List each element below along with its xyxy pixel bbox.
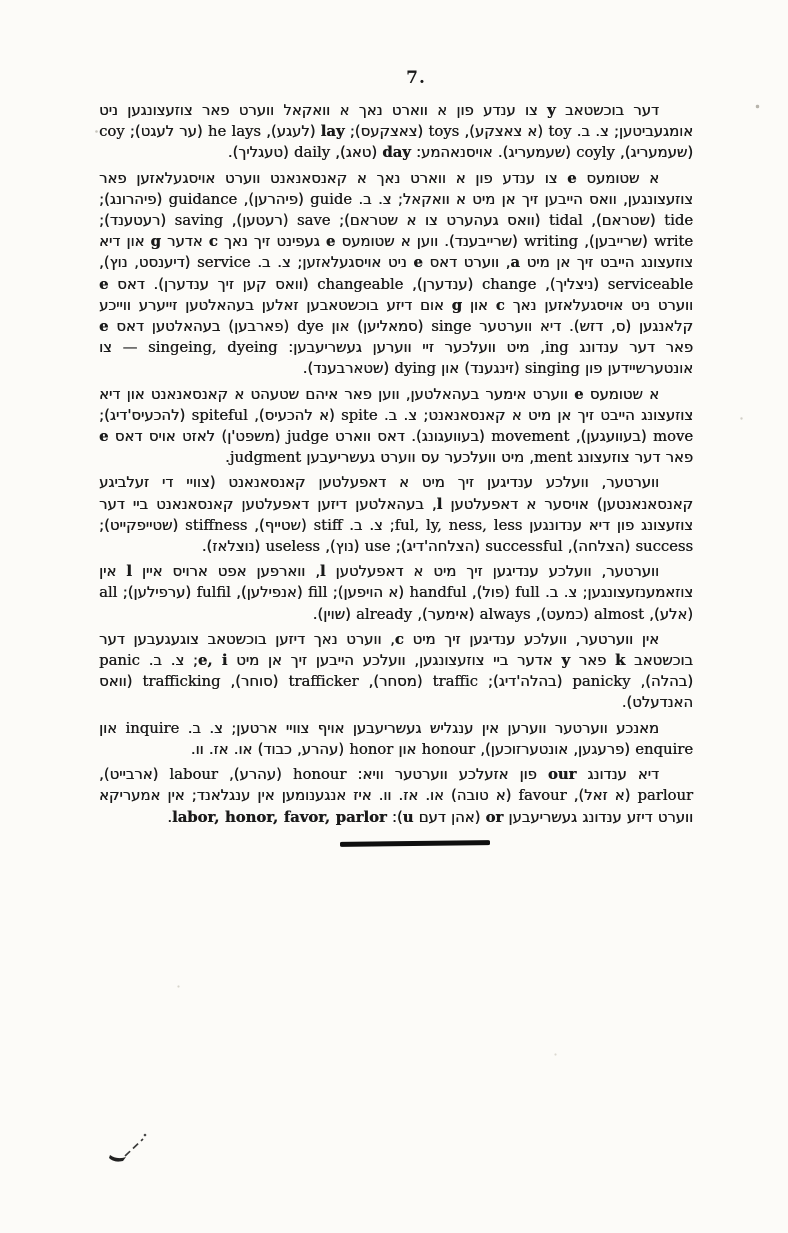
- yiddish-text-run: (סמאליען) און: [323, 318, 432, 336]
- page-number: 7.: [406, 68, 426, 88]
- paragraph-2: [99, 168, 693, 380]
- english-term: labour: [169, 766, 218, 784]
- english-term: coyly: [576, 144, 615, 162]
- yiddish-text-run: , מיט וועלכער עס ווערט געשריעבען: [301, 449, 534, 467]
- yiddish-text-run: (ניצליך),: [536, 275, 608, 293]
- yiddish-text-run: אין צוזאמענזעצונגען; צ. ב.: [99, 563, 693, 602]
- yiddish-text-run: דיא ענדונג: [576, 766, 660, 784]
- yiddish-text-run: (ער לעגט);: [124, 123, 208, 141]
- english-term: guide: [310, 190, 352, 208]
- yiddish-text-run: (א טובה) או. אז. וו. איז אנגענומען אין ענגלאנד; אין אמעריקא ווערט דיזע ענדונג געשריעבען: [99, 787, 693, 826]
- english-term: daily: [293, 144, 330, 162]
- english-term: c: [208, 233, 218, 251]
- english-term: judgment: [229, 449, 302, 467]
- english-term: change: [481, 275, 537, 293]
- english-term: labor, honor, favor, parlor: [171, 808, 387, 826]
- english-term: inquire: [125, 719, 180, 737]
- yiddish-text-run: , מיט וועלכער זיי ווערען געשריעבען:: [277, 339, 545, 357]
- yiddish-text-run: געפינט זיך נאך: [217, 233, 326, 251]
- yiddish-text-run: (הצלחה'דיג);: [390, 538, 486, 556]
- yiddish-text-run: (וואס געהערט צו א שטראם);: [330, 212, 549, 230]
- yiddish-text-run: (טעגליך).: [227, 144, 294, 162]
- english-term: e: [325, 233, 336, 251]
- english-term: k: [615, 652, 626, 670]
- yiddish-text-run: צו ענדע פון א ווארט נאך א קאנסאנאנט ווערט אויסגעלאזען פאר צוזעצונגען, וואס הייבען זיך אן מיט א וואקאל; צ. ב.: [99, 169, 693, 208]
- scan-speckles: [0, 0, 1, 1]
- english-term: y: [561, 652, 570, 670]
- english-term: g: [150, 233, 161, 251]
- english-term: service: [197, 254, 251, 272]
- yiddish-text-run: ווערטער, וועלכע ענדיגען זיך מיט א דאפעלטען קאנסאנאנט (צוויי די זעלביגע קאנסאנאנטען) אויסער א דאפעלטען: [99, 474, 693, 513]
- english-term: successful: [485, 538, 563, 556]
- yiddish-text-run: (א צאצקע),: [459, 123, 549, 141]
- english-term: day: [382, 144, 411, 162]
- yiddish-text-run: (אנפילען),: [230, 584, 308, 602]
- yiddish-text-run: (כמעט),: [530, 605, 594, 623]
- english-term: dying: [394, 360, 436, 378]
- english-term: c: [495, 296, 505, 314]
- yiddish-text-run: אום דיזע בוכשטאבען זאלען בעהאלטען זייערע ווייכע קלאנגען (ס, דזש). דיא ווערטער: [99, 296, 693, 336]
- yiddish-text-run: (שטייף),: [247, 516, 314, 534]
- english-term: fill: [307, 584, 328, 602]
- ink-smudge-mark: [103, 1122, 157, 1168]
- yiddish-text-run: (צאצקעס);: [344, 123, 429, 141]
- yiddish-text-run: (בעוועגען),: [569, 428, 653, 446]
- english-term: l: [319, 563, 326, 581]
- yiddish-text-run: פון אזעלכע ווערטער וויא:: [346, 766, 548, 784]
- english-term: e: [99, 428, 109, 446]
- yiddish-text-run: צו ענדע פון א ווארט נאך א וואקאל ווערט פאר צוזעצונגען ניט אומגעביטען; צ. ב.: [99, 102, 693, 141]
- english-term: y: [547, 102, 556, 119]
- english-term: e: [574, 385, 584, 403]
- english-term: a: [510, 254, 520, 272]
- english-term: success: [635, 538, 693, 556]
- english-term: ing: [544, 339, 569, 357]
- yiddish-text-run: (זינגענד) און: [435, 360, 525, 378]
- yiddish-text-run: (להכעיס'דיג);: [99, 406, 192, 424]
- english-term: already: [355, 605, 412, 623]
- english-term: serviceable: [607, 275, 693, 293]
- english-term: panicky: [572, 673, 631, 691]
- text-block: [99, 100, 693, 828]
- english-term: honor: [349, 740, 394, 758]
- yiddish-text-run: און: [99, 719, 126, 737]
- english-term: full: [515, 584, 540, 602]
- yiddish-text-run: פאר: [569, 652, 616, 670]
- yiddish-text-run: (נוצלאז).: [201, 538, 266, 556]
- yiddish-text-run: אדער ביי צוזעצונגען, וועלכע הייבען זיך אן מיט: [227, 652, 562, 670]
- yiddish-text-run: פאר דער צוזעצונג: [572, 449, 693, 467]
- english-term: writing: [523, 233, 578, 251]
- english-term: toy: [548, 123, 572, 141]
- yiddish-text-run: .: [225, 449, 230, 467]
- english-term: e: [99, 318, 109, 336]
- yiddish-text-run: (פול),: [466, 584, 516, 602]
- english-term: enquire: [635, 740, 693, 758]
- yiddish-text-run: (וואס קען זיך ענדערן). דאס: [108, 275, 318, 293]
- yiddish-text-run: (שעמעריג). אויסנאהמע:: [410, 144, 577, 162]
- yiddish-text-run: (עהרע),: [217, 766, 293, 784]
- yiddish-text-run: (בעוועגונג). דאס ווארט: [328, 428, 492, 446]
- english-term: or: [485, 808, 504, 826]
- yiddish-text-run: (ארבייט),: [99, 766, 170, 784]
- yiddish-text-run: (ענדערן),: [403, 275, 482, 293]
- english-term: coy: [99, 123, 125, 141]
- yiddish-text-run: (נוץ),: [319, 538, 365, 556]
- yiddish-text-run: (משפט'ן) לאזט אויס דאס: [108, 428, 287, 446]
- yiddish-text-run: (שטייפקייט);: [99, 516, 186, 534]
- yiddish-text-run: (שעמעריג),: [614, 144, 693, 162]
- yiddish-text-run: (אהן דעם: [413, 808, 486, 826]
- english-term: write: [653, 233, 694, 251]
- english-term: trafficker: [288, 673, 359, 691]
- english-term: move: [652, 428, 693, 446]
- yiddish-text-run: (שטארבענד).: [302, 360, 395, 378]
- yiddish-text-run: פאר דער ענדונג: [568, 339, 693, 357]
- yiddish-text-run: (רעטענד);: [99, 212, 175, 230]
- english-term: singing: [524, 360, 580, 378]
- english-term: honour: [421, 740, 475, 758]
- yiddish-text-run: ):: [386, 808, 403, 826]
- yiddish-text-run: (פארבען) בעהאלטען דאס: [108, 318, 297, 336]
- yiddish-text-run: (רעטען),: [223, 212, 297, 230]
- yiddish-text-run: (שרייבען),: [577, 233, 654, 251]
- english-term: changeable: [317, 275, 404, 293]
- english-term: useless: [265, 538, 320, 556]
- english-term: e: [567, 169, 577, 187]
- paragraph-4: [99, 472, 693, 557]
- english-term: handful: [409, 584, 467, 602]
- english-term: saving: [174, 212, 224, 230]
- yiddish-text-run: ווערטער, וועלכע ענדיגען זיך מיט א דאפעלטען: [325, 563, 659, 581]
- yiddish-text-run: ; צ. ב.: [139, 652, 198, 670]
- english-term: guidance: [168, 190, 238, 208]
- english-term: ment: [533, 449, 573, 467]
- english-term: fulfil: [196, 584, 231, 602]
- yiddish-text-run: (שטראם),: [582, 212, 665, 230]
- english-term: our: [547, 766, 577, 784]
- yiddish-text-run: (מסחר),: [358, 673, 433, 691]
- english-term: stiff: [313, 516, 343, 534]
- yiddish-text-run: (וואס האנדעלט).: [99, 673, 693, 712]
- english-term: stiffness: [185, 516, 248, 534]
- english-term: dye: [296, 318, 324, 336]
- yiddish-text-run: אין ווערטער, וועלכע ענדיגען זיך מיט: [403, 630, 659, 648]
- english-term: e: [413, 254, 423, 272]
- yiddish-text-run: מאנכע ווערטער ווערען אין ענגליש געשריעבען אויף צוויי ארטען; צ. ב.: [179, 719, 659, 737]
- yiddish-text-run: (לעגע),: [260, 123, 321, 141]
- english-term: e: [99, 275, 109, 293]
- english-term: singeing, dyeing: [147, 339, 278, 357]
- yiddish-text-run: ווערט ניט אויסגעלאזען נאך: [504, 296, 693, 314]
- yiddish-text-run: — צו אונטערשיידען פון: [99, 339, 693, 378]
- english-term: l: [126, 563, 132, 581]
- yiddish-text-run: (דיענסט, נוץ),: [99, 254, 197, 272]
- yiddish-text-run: ניט אויסגעלאזען; צ. ב.: [250, 254, 414, 272]
- paragraph-5: [99, 561, 693, 625]
- yiddish-text-run: און: [393, 740, 422, 758]
- yiddish-text-run: (ערפילען);: [117, 584, 197, 602]
- paragraph-6: [99, 629, 693, 714]
- english-term: movement: [491, 428, 570, 446]
- paragraph-7: [99, 718, 693, 760]
- english-term: g: [451, 296, 462, 314]
- yiddish-text-run: (הצלחה),: [562, 538, 636, 556]
- yiddish-text-run: (א זאל),: [566, 787, 638, 805]
- english-term: l: [436, 495, 443, 513]
- english-term: spite: [340, 406, 378, 424]
- yiddish-text-run: (א הויפען);: [327, 584, 410, 602]
- yiddish-text-run: (פרעגען, אונטערזוכען),: [475, 740, 636, 758]
- yiddish-text-run: אדער: [160, 233, 209, 251]
- english-term: toys: [428, 123, 460, 141]
- yiddish-text-run: ווערט אימער בעהאלטען, ווען פאר איהם שטעהט א קאנסאנאנט און דיא צוזעצונג הייבט זיך אן מיט א קאנסאנאנט; צ. ב.: [99, 385, 693, 424]
- yiddish-text-run: א שטומעס: [576, 169, 659, 187]
- yiddish-text-run: .: [167, 808, 172, 826]
- english-term: judge: [286, 428, 329, 446]
- english-term: singe: [431, 318, 472, 336]
- english-term: panic: [99, 652, 140, 670]
- english-term: e, i: [197, 652, 228, 670]
- yiddish-text-run: (טאג),: [329, 144, 383, 162]
- english-term: ful, ly, ness, less: [394, 516, 523, 534]
- yiddish-text-run: (פיהרען),: [237, 190, 310, 208]
- yiddish-text-run: (שרייבענד). ווען א שטומעס: [335, 233, 524, 251]
- yiddish-text-run: (בהלה),: [630, 673, 693, 691]
- yiddish-text-run: און דיא צוזעצונג הייבט זיך אן מיט: [99, 233, 693, 272]
- yiddish-text-run: און: [462, 296, 496, 314]
- english-term: honour: [292, 766, 347, 784]
- yiddish-text-run: (סוחר),: [220, 673, 289, 691]
- paragraph-8: [99, 764, 693, 828]
- yiddish-text-run: דער בוכשטאב: [555, 102, 659, 119]
- english-term: parlour: [637, 787, 693, 805]
- yiddish-text-run: , ווערט נאך דיזען בוכשטאב צוגעגעבען דער בוכשטאב: [99, 630, 693, 670]
- english-term: he lays: [207, 123, 261, 141]
- english-term: always: [479, 605, 531, 623]
- yiddish-text-run: א שטומעס: [583, 385, 659, 403]
- english-term: use: [364, 538, 391, 556]
- english-term: tide: [664, 212, 693, 230]
- paragraph-3: [99, 384, 693, 469]
- yiddish-text-run: (עהרע, כבוד) או. אז. וו.: [190, 740, 350, 758]
- english-term: all: [99, 584, 118, 602]
- yiddish-text-run: (אלע),: [643, 605, 693, 623]
- english-term: spiteful: [191, 406, 248, 424]
- english-term: favour: [518, 787, 567, 805]
- english-term: lay: [320, 123, 345, 141]
- yiddish-text-run: , ווארפען אפט ארויס איין: [131, 563, 320, 581]
- section-divider-rule: [340, 840, 490, 846]
- english-term: u: [402, 808, 414, 826]
- yiddish-text-run: (אימער),: [412, 605, 480, 623]
- yiddish-text-run: (פיהרונג);: [99, 190, 169, 208]
- yiddish-text-run: (שוין).: [312, 605, 356, 623]
- yiddish-text-run: (א להכעיס),: [247, 406, 341, 424]
- english-term: traffic: [432, 673, 478, 691]
- english-term: almost: [593, 605, 644, 623]
- yiddish-text-run: (בהלה'דיג);: [477, 673, 573, 691]
- text-column: [99, 100, 693, 845]
- english-term: save: [296, 212, 331, 230]
- english-term: trafficking: [142, 673, 221, 691]
- yiddish-text-run: , בעהאלטען דיזען דאפעלטען קאנסאנאנט ביי דער צוזעצונג פון דיא ענדונגען: [99, 495, 693, 534]
- paragraph-1: [99, 100, 693, 164]
- english-term: tidal: [548, 212, 583, 230]
- yiddish-text-run: , ווערט דאס: [422, 254, 511, 272]
- english-term: c: [394, 630, 404, 648]
- yiddish-text-run: ; צ. ב.: [342, 516, 395, 534]
